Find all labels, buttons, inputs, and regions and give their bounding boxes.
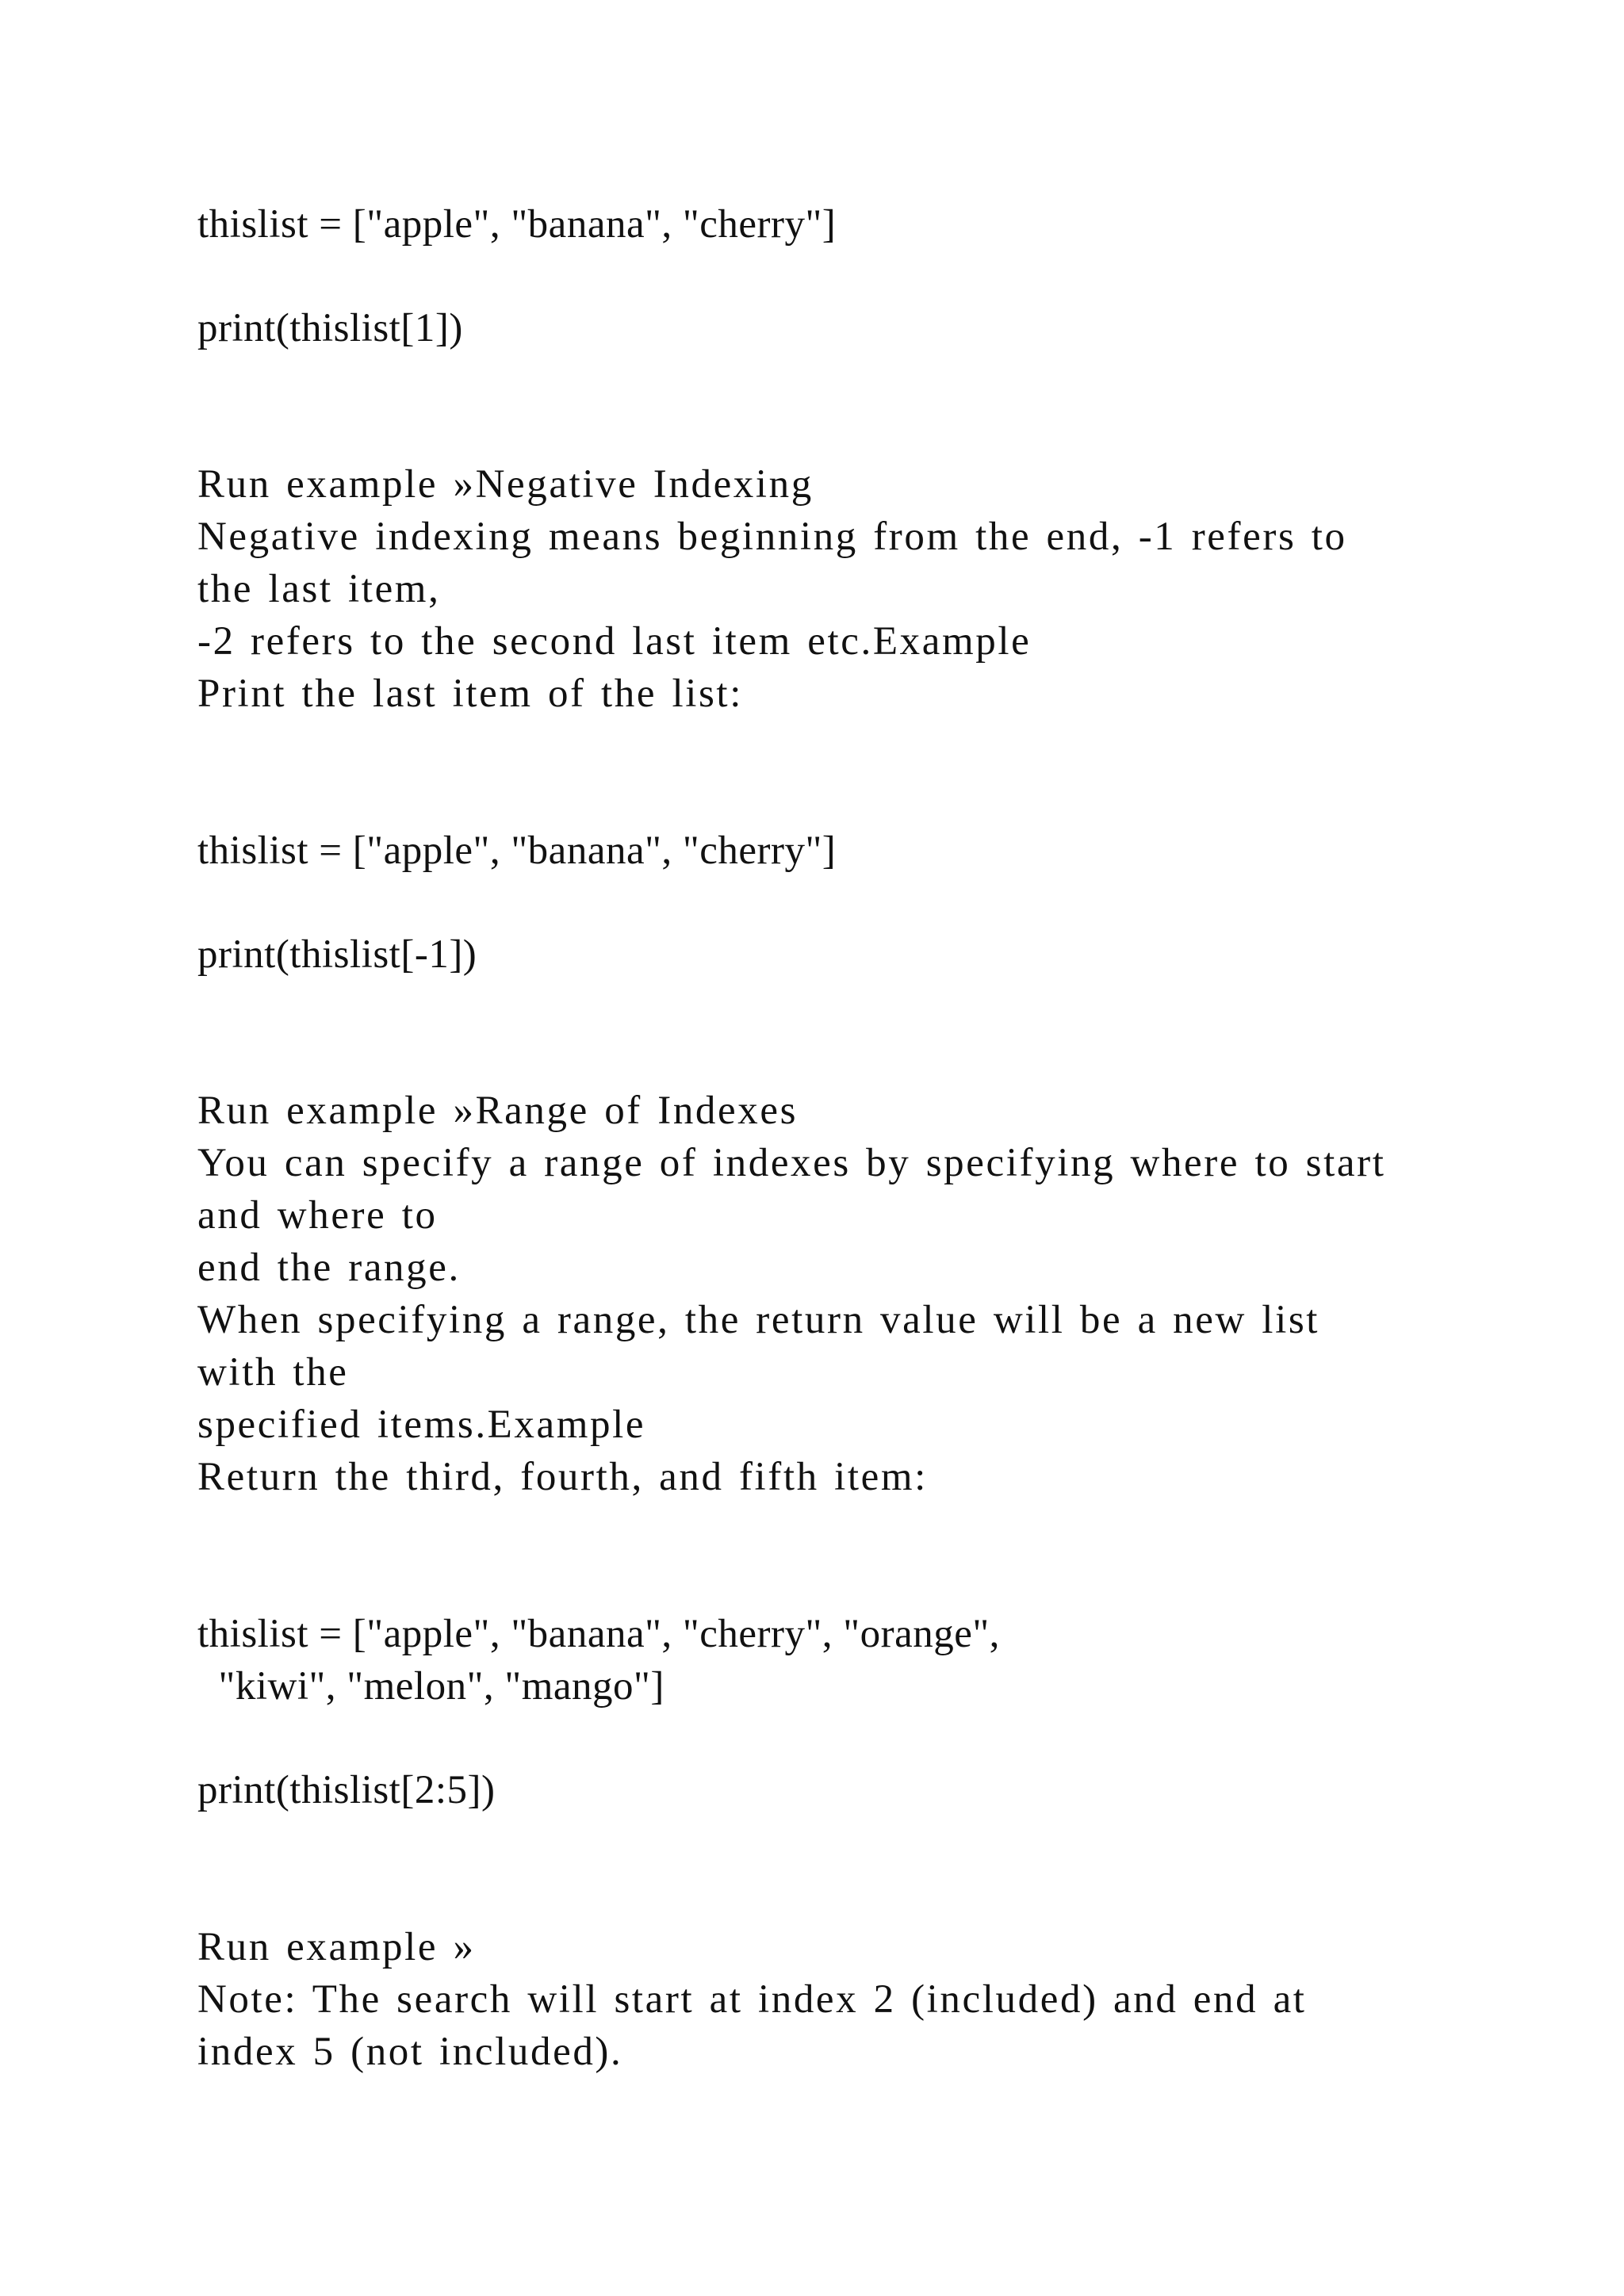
paragraph-line: When specifying a range, the return value will be a new list	[197, 1298, 1320, 1342]
note-line: index 5 (not included).	[197, 2030, 623, 2074]
code-line: thislist = ["apple", "banana", "cherry", "orange",	[197, 1612, 1000, 1656]
code-line: print(thislist[1])	[197, 306, 463, 350]
code-line: print(thislist[2:5])	[197, 1768, 496, 1812]
paragraph-line: -2 refers to the second last item etc.Example	[197, 619, 1032, 664]
paragraph-line: specified items.Example	[197, 1402, 646, 1447]
paragraph-line: Return the third, fourth, and fifth item:	[197, 1455, 928, 1499]
paragraph-line: end the range.	[197, 1246, 461, 1290]
paragraph-line: You can specify a range of indexes by specifying where to start	[197, 1141, 1386, 1185]
paragraph-line: the last item,	[197, 567, 441, 611]
code-line: "kiwi", "melon", "mango"]	[197, 1664, 665, 1709]
paragraph-line: Negative indexing means beginning from the end, -1 refers to	[197, 515, 1347, 559]
section-heading-line: Run example »Range of Indexes	[197, 1089, 799, 1133]
code-line: thislist = ["apple", "banana", "cherry"]	[197, 202, 837, 247]
paragraph-line: and where to	[197, 1193, 438, 1238]
run-example-text: Run example »	[197, 1925, 476, 1969]
note-line: Note: The search will start at index 2 (included) and end at	[197, 1977, 1307, 2022]
paragraph-line: Print the last item of the list:	[197, 672, 743, 716]
paragraph-line: with the	[197, 1350, 349, 1395]
section-heading-line: Run example »Negative Indexing	[197, 462, 814, 507]
code-line: print(thislist[-1])	[197, 932, 477, 977]
code-line: thislist = ["apple", "banana", "cherry"]	[197, 828, 837, 873]
